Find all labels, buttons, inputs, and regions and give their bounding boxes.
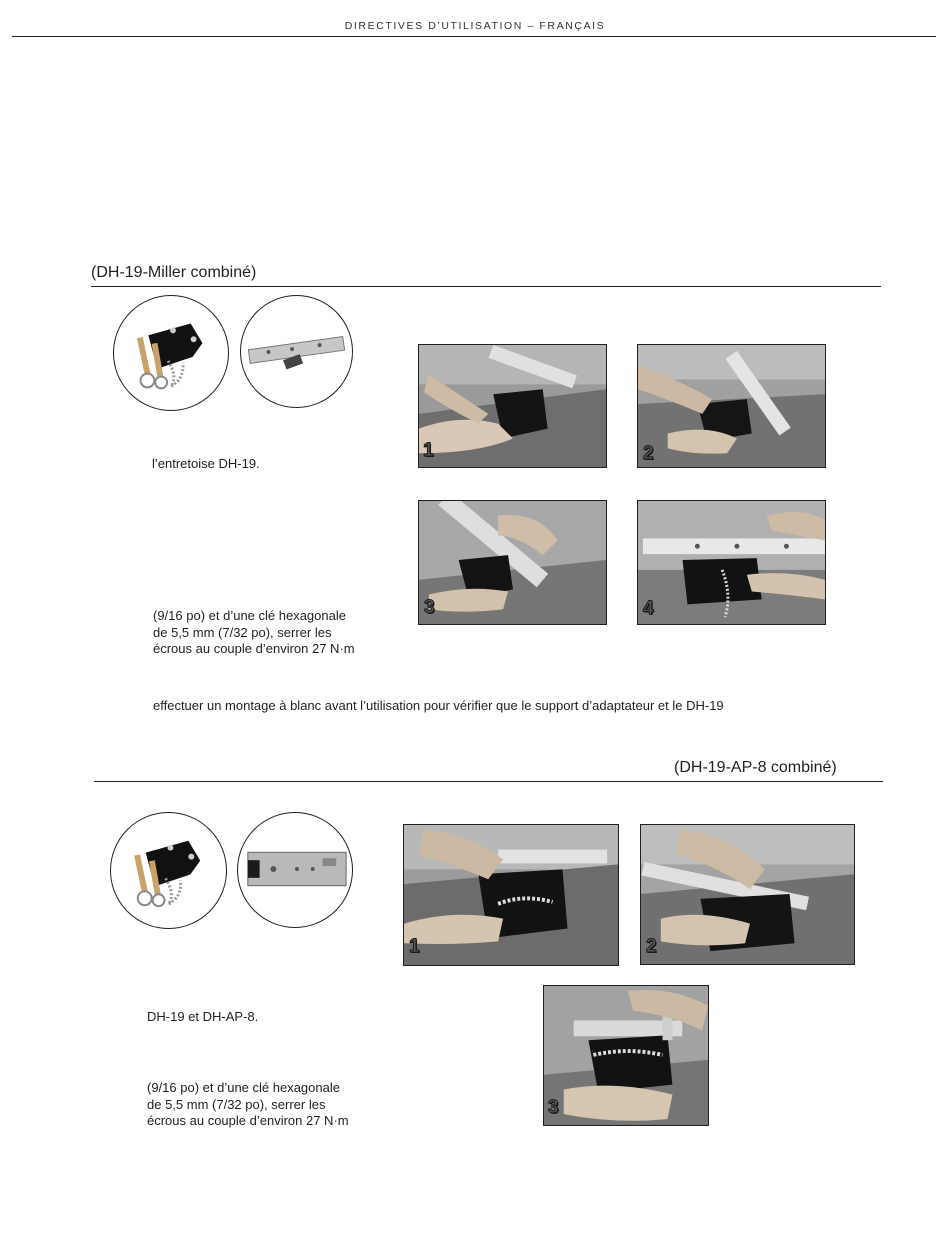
step4-number: 4 xyxy=(643,598,654,619)
section2-title: (DH-19-AP-8 combiné) xyxy=(674,759,837,776)
step1b-number: 1 xyxy=(409,936,420,957)
step2b-number: 2 xyxy=(646,936,657,957)
step2-number: 2 xyxy=(643,443,654,464)
section2-text-b-line: (9/16 po) et d’une clé hexagonale xyxy=(147,1080,340,1095)
section1-rule xyxy=(91,286,881,287)
step1-photo xyxy=(418,344,607,468)
section1-text-c: effectuer un montage à blanc avant l’utilisation pour vérifier que le support d’adaptateur et le DH-19 xyxy=(153,698,724,713)
step3b-number: 3 xyxy=(548,1097,559,1118)
section1-title: (DH-19-Miller combiné) xyxy=(91,264,257,281)
section1-text-a: l’entretoise DH-19. xyxy=(152,456,260,471)
section1-text-b xyxy=(153,608,355,658)
dh19-spacer-kit-image xyxy=(113,295,229,411)
dh19-spacer-kit-image-2 xyxy=(110,812,227,929)
step3-number: 3 xyxy=(424,597,435,618)
step4-photo xyxy=(637,500,826,625)
step3-photo xyxy=(418,500,607,625)
section1-text-b-line: (9/16 po) et d’une clé hexagonale xyxy=(153,608,346,623)
header-rule xyxy=(12,36,936,37)
step1b-photo xyxy=(403,824,619,966)
section1-text-b-line: de 5,5 mm (7/32 po), serrer les xyxy=(153,624,332,640)
section2-text-b-line: écrous au couple d’environ 27 N·m xyxy=(147,1113,349,1128)
section2-text-b-line: de 5,5 mm (7/32 po), serrer les xyxy=(147,1096,326,1112)
section1-text-b-line: écrous au couple d’environ 27 N·m xyxy=(153,641,355,656)
section2-text-a: DH-19 et DH-AP-8. xyxy=(147,1009,259,1024)
dh-ap-8-plate-image xyxy=(237,812,353,928)
step2-photo xyxy=(637,344,826,468)
section2-rule xyxy=(94,781,883,782)
step2b-photo xyxy=(640,824,855,965)
page-header-title: DIRECTIVES D’UTILISATION – FRANÇAIS xyxy=(344,20,606,32)
dh19-bar-image xyxy=(240,295,353,408)
section2-text-b xyxy=(147,1080,349,1130)
step3b-photo xyxy=(543,985,709,1126)
step1-number: 1 xyxy=(423,440,434,461)
